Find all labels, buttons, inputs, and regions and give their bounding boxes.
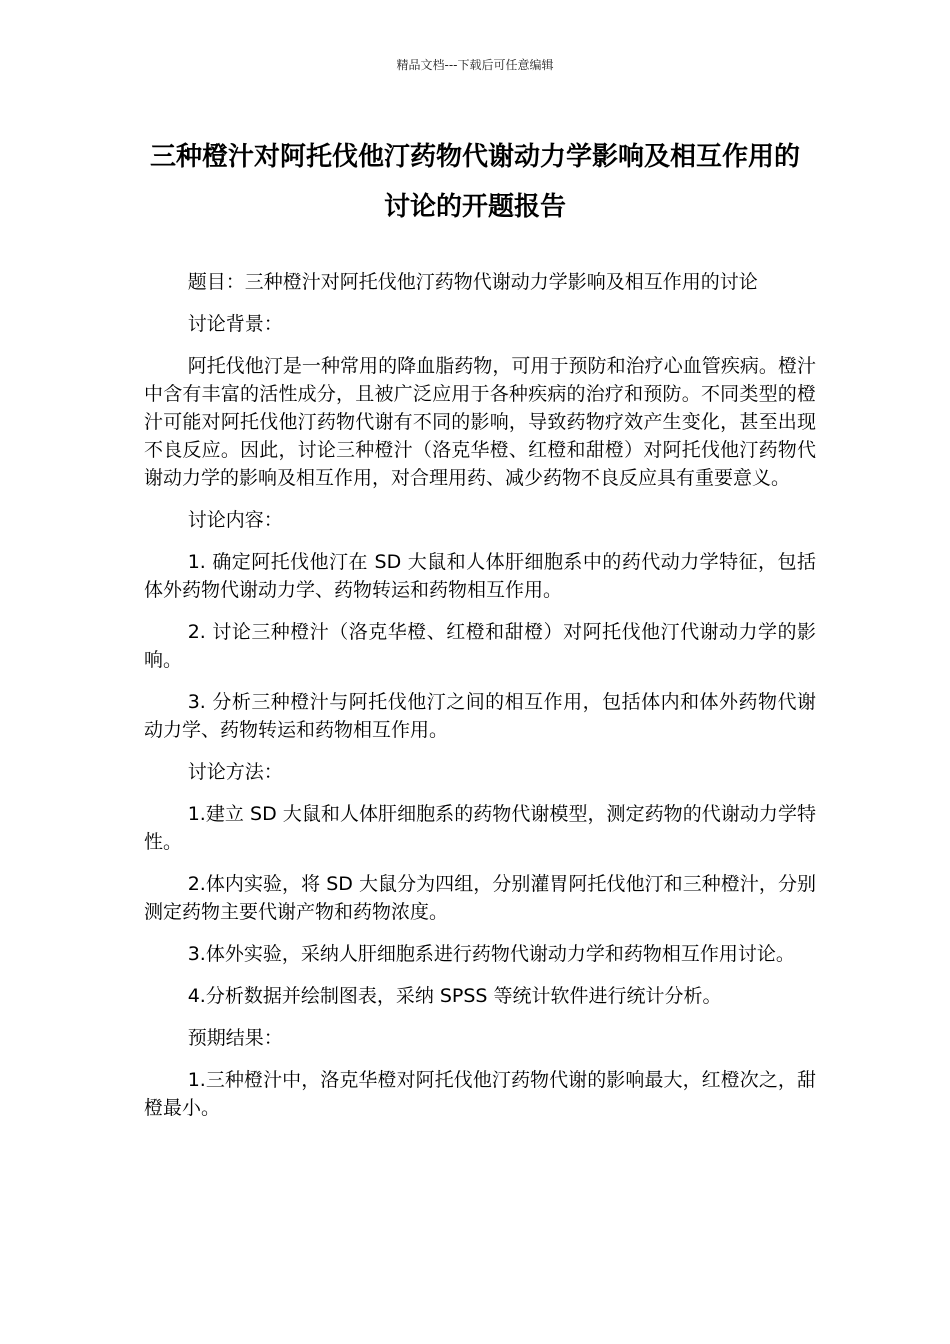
paragraph-topic: 题目：三种橙汁对阿托伐他汀药物代谢动力学影响及相互作用的讨论 <box>187 271 758 293</box>
section-heading-results: 预期结果： <box>187 1027 283 1049</box>
header-note: 精品文档---下载后可任意编辑 <box>396 58 554 72</box>
result-item-1: 1.三种橙汁中，洛克华橙对阿托伐他汀药物代谢的影响最大，红橙次之，甜橙最小。 <box>144 1069 816 1119</box>
document-body <box>144 268 816 1136</box>
method-item-4: 4.分析数据并绘制图表，采纳 SPSS 等统计软件进行统计分析。 <box>187 985 722 1007</box>
content-item-2: 2. 讨论三种橙汁（洛克华橙、红橙和甜橙）对阿托伐他汀代谢动力学的影响。 <box>144 621 816 671</box>
method-item-3: 3.体外实验，采纳人肝细胞系进行药物代谢动力学和药物相互作用讨论。 <box>187 943 795 965</box>
section-heading-methods: 讨论方法： <box>187 761 283 783</box>
section-heading-content: 讨论内容： <box>187 509 283 531</box>
document-title: 三种橙汁对阿托伐他汀药物代谢动力学影响及相互作用的讨论的开题报告 <box>149 142 800 222</box>
method-item-2: 2.体内实验，将 SD 大鼠分为四组，分别灌胃阿托伐他汀和三种橙汁，分别测定药物主要代谢产物和药物浓度。 <box>144 873 816 923</box>
section-heading-background: 讨论背景： <box>187 313 283 335</box>
method-item-1: 1.建立 SD 大鼠和人体肝细胞系的药物代谢模型，测定药物的代谢动力学特性。 <box>144 803 816 853</box>
content-item-1: 1. 确定阿托伐他汀在 SD 大鼠和人体肝细胞系中的药代动力学特征，包括体外药物代谢动力学、药物转运和药物相互作用。 <box>144 551 816 601</box>
paragraph-background: 阿托伐他汀是一种常用的降血脂药物，可用于预防和治疗心血管疾病。橙汁中含有丰富的活性成分，且被广泛应用于各种疾病的治疗和预防。不同类型的橙汁可能对阿托伐他汀药物代谢有不同的影响，导致药物疗效产生变化，甚至出现不良反应。因此，讨论三种橙汁（洛克华橙、红橙和甜橙）对阿托伐他汀药物代谢动力学的影响及相互作用，对合理用药、减少药物不良反应具有重要意义。 <box>144 355 816 489</box>
content-item-3: 3. 分析三种橙汁与阿托伐他汀之间的相互作用，包括体内和体外药物代谢动力学、药物转运和药物相互作用。 <box>144 691 816 741</box>
